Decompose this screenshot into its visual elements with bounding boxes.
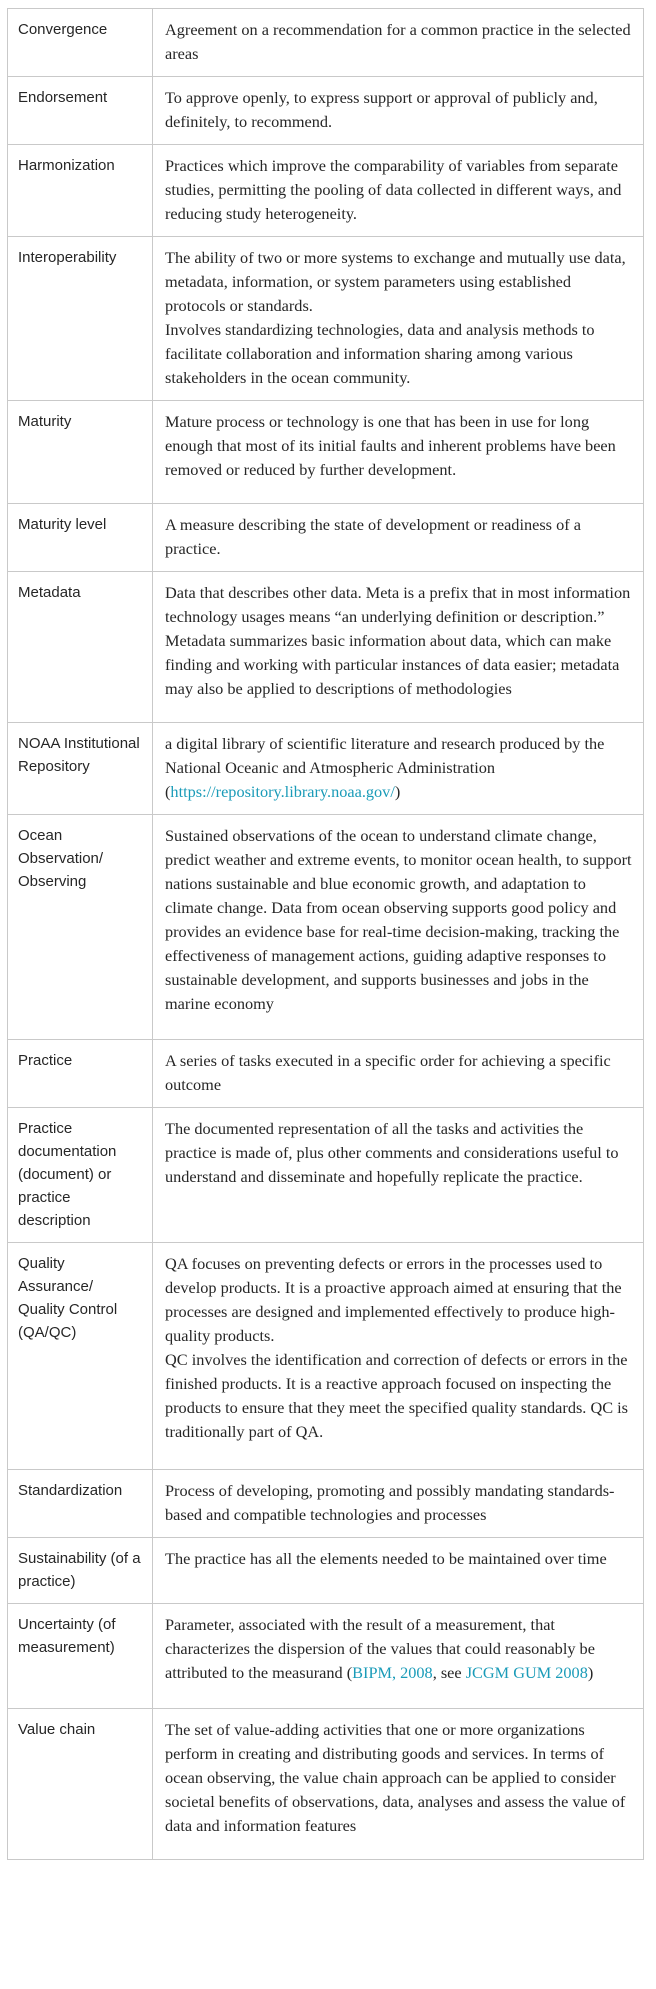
term-cell: Value chain	[8, 1709, 153, 1860]
table-row	[8, 401, 644, 504]
table-row	[8, 77, 644, 145]
table-row	[8, 1040, 644, 1108]
table-row	[8, 815, 644, 1040]
definition-cell: To approve openly, to express support or approval of publicly and, definitely, to recommend.	[153, 77, 644, 145]
term-cell: Maturity level	[8, 504, 153, 572]
definition-cell: The set of value-adding activities that one or more organizations perform in creating and distributing goods and services. In terms of ocean observing, the value chain approach can be applied to consider societal benefits of observations, data, analyses and assess the value of data and information features	[153, 1709, 644, 1860]
definition-paragraph: QC involves the identification and correction of defects or errors in the finished products. It is a reactive approach focused on inspecting the products to ensure that they meet the specified quality standards. QC is traditionally part of QA.	[165, 1350, 628, 1441]
definition-text: Parameter, associated with the result of a measurement, that characterizes the dispersion of the values that could reasonably be attributed to the measurand (	[165, 1615, 595, 1682]
definition-cell: Data that describes other data. Meta is a prefix that in most information technology usages means “an underlying definition or description.” Metadata summarizes basic information about data, which can make finding and working with particular instances of data easier; metadata may also be applied to descriptions of methodologies	[153, 572, 644, 723]
table-row	[8, 1108, 644, 1243]
table-row	[8, 9, 644, 77]
definition-cell: Process of developing, promoting and possibly mandating standards-based and compatible technologies and processes	[153, 1470, 644, 1538]
definition-cell	[153, 723, 644, 815]
table-row	[8, 572, 644, 723]
definition-paragraph: Involves standardizing technologies, data and analysis methods to facilitate collaboration and information sharing among various stakeholders in the ocean community.	[165, 320, 595, 387]
definition-cell	[153, 1243, 644, 1470]
term-cell: Practice documentation (document) or practice description	[8, 1108, 153, 1243]
term-cell: Practice	[8, 1040, 153, 1108]
term-cell: Convergence	[8, 9, 153, 77]
definition-cell: Mature process or technology is one that has been in use for long enough that most of its initial faults and inherent problems have been removed or reduced by further development.	[153, 401, 644, 504]
definition-cell: Agreement on a recommendation for a common practice in the selected areas	[153, 9, 644, 77]
term-cell: Standardization	[8, 1470, 153, 1538]
table-row	[8, 1604, 644, 1709]
table-row	[8, 1538, 644, 1604]
table-row	[8, 145, 644, 237]
term-cell: Uncertainty (of measurement)	[8, 1604, 153, 1709]
glossary-table	[7, 8, 644, 1860]
term-cell: Endorsement	[8, 77, 153, 145]
table-row	[8, 1470, 644, 1538]
table-row	[8, 1243, 644, 1470]
definition-text: )	[394, 782, 401, 801]
definition-cell	[153, 237, 644, 401]
definition-cell: Sustained observations of the ocean to understand climate change, predict weather and extreme events, to monitor ocean health, to support nations sustainable and blue economic growth, and adaptation to climate change. Data from ocean observing supports good policy and provides an evidence base for real-time decision-making, tracking the effectiveness of management actions, guiding adaptive responses to sustainable development, and supports businesses and jobs in the marine economy	[153, 815, 644, 1040]
term-cell: Sustainability (of a practice)	[8, 1538, 153, 1604]
jcgm-citation-link[interactable]: JCGM GUM 2008	[465, 1663, 588, 1682]
definition-cell: Practices which improve the comparability of variables from separate studies, permitting the pooling of data collected in different ways, and reducing study heterogeneity.	[153, 145, 644, 237]
definition-text: a digital library of scientific literature and research produced by the National Oceanic and Atmospheric Administration (	[165, 734, 605, 801]
term-cell: Harmonization	[8, 145, 153, 237]
table-row	[8, 504, 644, 572]
term-cell: Interoperability	[8, 237, 153, 401]
definition-cell: The practice has all the elements needed to be maintained over time	[153, 1538, 644, 1604]
term-cell: Maturity	[8, 401, 153, 504]
bipm-citation-link[interactable]: BIPM, 2008	[352, 1663, 433, 1682]
term-cell: NOAA Institutional Repository	[8, 723, 153, 815]
definition-text: )	[587, 1663, 594, 1682]
definition-text: , see	[432, 1663, 466, 1682]
definition-paragraph: QA focuses on preventing defects or errors in the processes used to develop products. It is a proactive approach aimed at ensuring that the processes are designed and implemented effectively to produce high-quality products.	[165, 1254, 622, 1345]
term-cell: Metadata	[8, 572, 153, 723]
term-cell: Ocean Observation/ Observing	[8, 815, 153, 1040]
definition-cell: The documented representation of all the tasks and activities the practice is made of, plus other comments and considerations useful to understand and disseminate and hopefully replicate the practice.	[153, 1108, 644, 1243]
definition-paragraph: The ability of two or more systems to exchange and mutually use data, metadata, information, or system parameters using established protocols or standards.	[165, 248, 626, 315]
repository-link[interactable]: https://repository.library.noaa.gov/	[170, 782, 395, 801]
table-row	[8, 723, 644, 815]
table-row	[8, 237, 644, 401]
table-row	[8, 1709, 644, 1860]
term-cell: Quality Assurance/ Quality Control (QA/QC)	[8, 1243, 153, 1470]
definition-cell	[153, 1604, 644, 1709]
definition-cell: A measure describing the state of development or readiness of a practice.	[153, 504, 644, 572]
definition-cell: A series of tasks executed in a specific order for achieving a specific outcome	[153, 1040, 644, 1108]
